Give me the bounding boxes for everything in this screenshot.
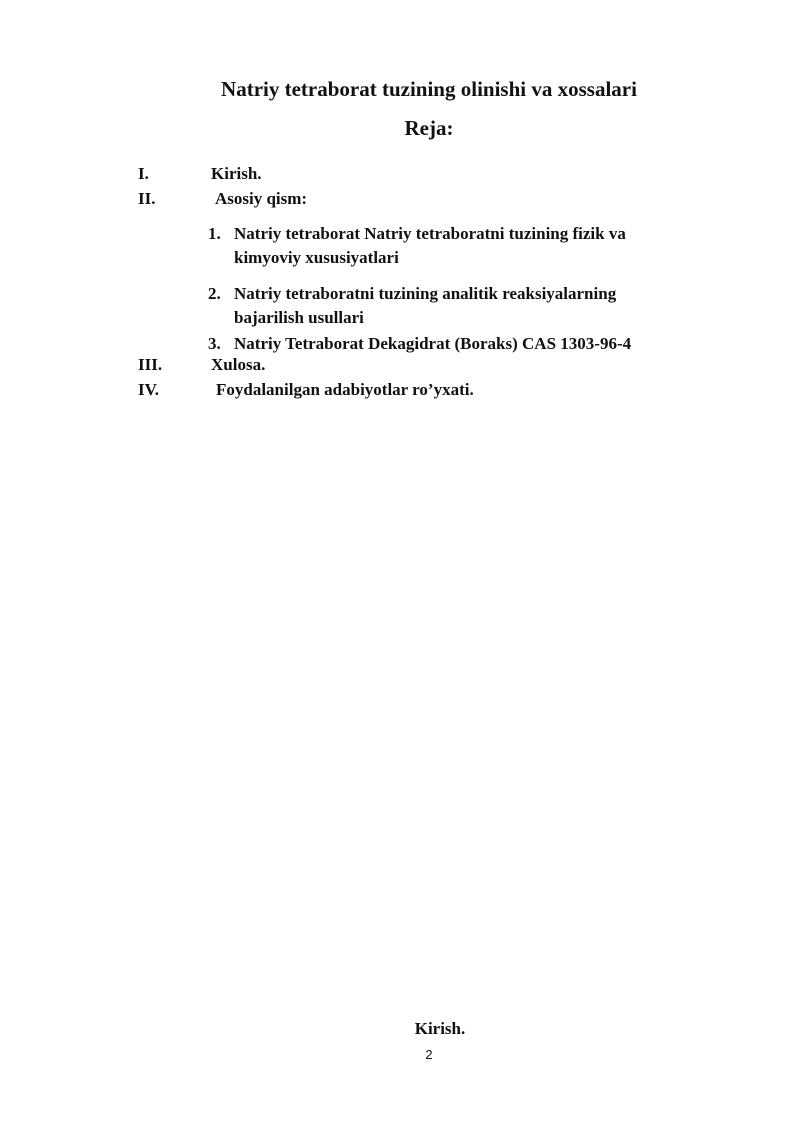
outline-number: III.	[138, 355, 163, 374]
outline-number: I.	[138, 164, 149, 183]
outline-number: IV.	[138, 380, 159, 399]
sub-item-number: 1.	[208, 224, 221, 243]
outline-text: Foydalanilgan adabiyotlar ro’yxati.	[216, 380, 474, 399]
outline-text: Kirish.	[211, 164, 262, 183]
outline-text: Asosiy qism:	[215, 189, 308, 208]
document-title: Natriy tetraborat tuzining olinishi va xossalari	[221, 77, 637, 101]
outline-text: Xulosa.	[211, 355, 266, 374]
plan-heading: Reja:	[404, 116, 454, 140]
sub-item-number: 3.	[208, 334, 221, 353]
sub-item-text: Natriy tetraborat Natriy tetraboratni tuzining fizik va kimyoviy xususiyatlari	[234, 224, 626, 267]
next-section-heading: Kirish.	[414, 1019, 466, 1038]
page-number: 2	[425, 1047, 433, 1062]
sub-item-number: 2.	[208, 284, 221, 303]
outline-number: II.	[138, 189, 156, 208]
sub-item-text: Natriy Tetraborat Dekagidrat (Boraks) CAS 1303-96-4	[234, 334, 632, 353]
sub-item-text: Natriy tetraboratni tuzining analitik reaksiyalarning bajarilish usullari	[234, 284, 617, 327]
